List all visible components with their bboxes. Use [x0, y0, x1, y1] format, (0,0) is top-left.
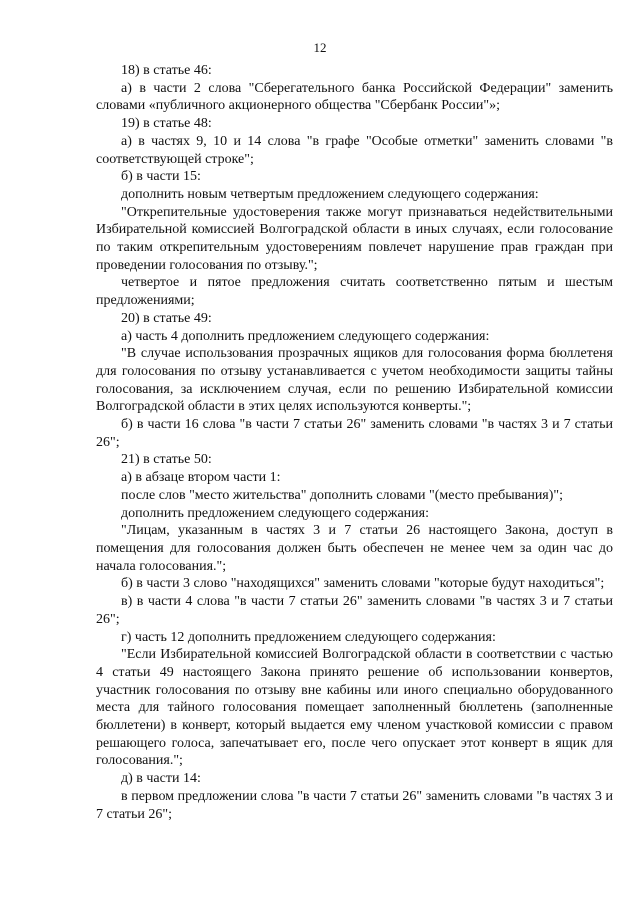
paragraph-article-48-a: а) в частях 9, 10 и 14 слова "в графе "Особые отметки" заменить словами "в соответствующей строке";: [96, 133, 613, 167]
paragraph-article-48: 19) в статье 48:: [121, 116, 212, 132]
paragraph-article-50-a-intro: дополнить предложением следующего содержания:: [121, 505, 429, 521]
paragraph-article-50-d: д) в части 14:: [121, 771, 201, 787]
paragraph-article-49-a: а) часть 4 дополнить предложением следующего содержания:: [121, 328, 490, 344]
paragraph-article-46-a: а) в части 2 слова "Сберегательного банка Российской Федерации" заменить словами «публичного акционерного общества "Сбербанк России"»;: [96, 80, 613, 114]
paragraph-article-46: 18) в статье 46:: [121, 63, 212, 78]
paragraph-article-50: 21) в статье 50:: [121, 452, 212, 468]
paragraph-article-50-g-quote: "Если Избирательной комиссией Волгоградской области в соответствии с частью 4 статьи 49 настоящего Закона принято решение об использовании конвертов, участник голосования по отзыву вне кабины или иного специально оборудованного места для тайного голосования помещает заполненный бюллетень (заполненные бюллетени) в конверт, который выдается ему членом участковой комиссии с правом решающего голоса, запечатывает его, после чего опускает этот конверт в ящик для голосования.";: [96, 647, 613, 769]
paragraph-article-49-a-quote: "В случае использования прозрачных ящиков для голосования форма бюллетеня для голосования по отзыву устанавливается с учетом необходимости защиты тайны голосования, за исключением случая, если по решению Избирательной комиссии Волгоградской области в этих целях используются конверты.";: [96, 346, 613, 415]
paragraph-article-49: 20) в статье 49:: [121, 310, 212, 326]
paragraph-article-50-g: г) часть 12 дополнить предложением следующего содержания:: [121, 629, 496, 645]
paragraph-article-50-a-words: после слов "место жительства" дополнить словами "(место пребывания)";: [121, 487, 564, 503]
document-body: [96, 62, 613, 823]
paragraph-article-48-b-renumber: четвертое и пятое предложения считать соответственно пятым и шестым предложениями;: [96, 275, 613, 309]
paragraph-article-50-b: б) в части 3 слово "находящихся" заменить словами "которые будут находиться";: [121, 576, 605, 592]
paragraph-article-50-d-first: в первом предложении слова "в части 7 статьи 26" заменить словами "в частях 3 и 7 статьи 26";: [96, 788, 613, 822]
paragraph-article-48-b: б) в части 15:: [121, 169, 201, 185]
paragraph-article-50-v: в) в части 4 слова "в части 7 статьи 26" заменить словами "в частях 3 и 7 статьи 26";: [96, 594, 613, 627]
paragraph-article-48-b-quote: "Открепительные удостоверения также могут признаваться недействительными Избирательной комиссией Волгоградской области в иных случаях, если голосование по таким открепительным удостоверениям повлечет нарушение прав граждан при проведении голосования по отзыву.";: [96, 204, 613, 273]
paragraph-article-50-a: а) в абзаце втором части 1:: [121, 470, 281, 486]
paragraph-article-49-b: б) в части 16 слова "в части 7 статьи 26" заменить словами "в частях 3 и 7 статьи 26";: [96, 417, 613, 450]
page-number: 12: [313, 40, 327, 55]
paragraph-article-50-a-quote: "Лицам, указанным в частях 3 и 7 статьи 26 настоящего Закона, доступ в помещения для голосования должен быть обеспечен не менее чем за один час до начала голосования.";: [96, 523, 613, 574]
paragraph-article-48-b-intro: дополнить новым четвертым предложением следующего содержания:: [121, 186, 539, 202]
